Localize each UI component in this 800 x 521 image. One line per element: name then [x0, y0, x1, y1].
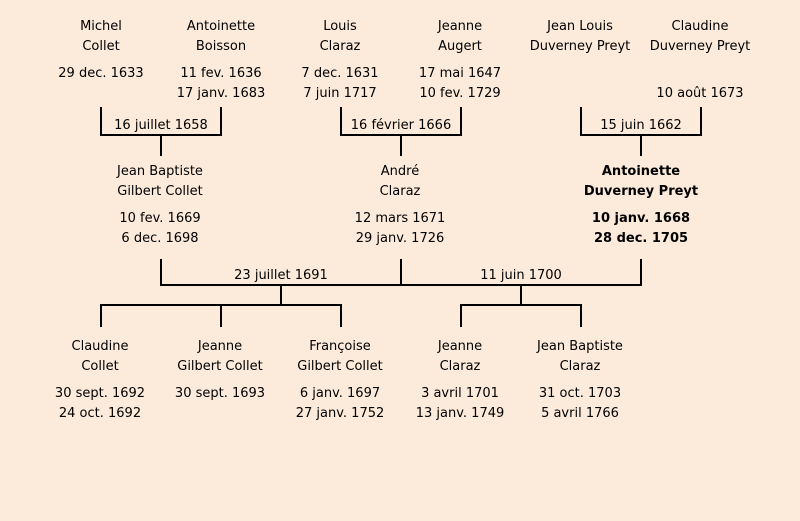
person-name-line1: Claudine: [71, 339, 129, 354]
marriage-date: 15 juin 1662: [600, 118, 682, 133]
person-birth-date: 10 fev. 1669: [119, 211, 201, 226]
marriage-date: 16 juillet 1658: [114, 118, 208, 133]
person-birth-date: 7 dec. 1631: [301, 66, 379, 81]
person-birth-date: 31 oct. 1703: [538, 386, 622, 401]
person-name-line1: Françoise: [309, 339, 371, 354]
person-name-line1: Antoinette: [186, 19, 256, 34]
person-antoinette-duverney-preyt: [566, 162, 716, 249]
person-name-line2: Boisson: [195, 39, 247, 54]
person-name-line2: Claraz: [559, 359, 601, 374]
person-birth-date: 29 dec. 1633: [58, 66, 144, 81]
person-name-line2: Collet: [82, 39, 120, 54]
person-birth-date: 10 janv. 1668: [591, 211, 691, 226]
person-name-line2: Gilbert Collet: [117, 184, 203, 199]
person-name-line2: Gilbert Collet: [297, 359, 383, 374]
person-death-date: 5 avril 1766: [541, 406, 619, 421]
person-name-line1: Louis: [323, 19, 357, 34]
person-name-line1: Jean Louis: [547, 19, 613, 34]
person-name-line2: Claraz: [439, 359, 481, 374]
person-name-line1: Jeanne: [437, 19, 483, 34]
person-name-line1: Jeanne: [197, 339, 243, 354]
person-birth-date: 3 avril 1701: [421, 386, 499, 401]
person-death-date: 27 janv. 1752: [295, 406, 385, 421]
person-name-line1: André: [380, 164, 420, 179]
person-birth-date: 11 fev. 1636: [180, 66, 262, 81]
person-name-line1: Claudine: [671, 19, 729, 34]
person-name-line1: Michel: [80, 19, 122, 34]
person-name-line1: Jean Baptiste: [117, 164, 203, 179]
person-birth-date: 6 janv. 1697: [299, 386, 381, 401]
person-death-date: 29 janv. 1726: [355, 231, 445, 246]
person-name-line2: Claraz: [379, 184, 421, 199]
person-death-date: 10 août 1673: [656, 86, 744, 101]
person-name-line2: Duverney Preyt: [649, 39, 751, 54]
person-death-date: 13 janv. 1749: [415, 406, 505, 421]
person-name-line1: Jeanne: [437, 339, 483, 354]
person-death-date: 28 dec. 1705: [593, 231, 689, 246]
person-name-line2: Duverney Preyt: [529, 39, 631, 54]
person-name-line1: Jean Baptiste: [537, 339, 623, 354]
marriage-date: 11 juin 1700: [480, 268, 562, 283]
person-birth-date: 17 mai 1647: [418, 66, 502, 81]
person-name-line2: Augert: [438, 39, 482, 54]
person-birth-date: 12 mars 1671: [354, 211, 446, 226]
person-death-date: 7 juin 1717: [303, 86, 377, 101]
person-jean-baptiste-gilbert-collet: [85, 162, 235, 249]
person-birth-date: 30 sept. 1692: [54, 386, 146, 401]
person-name-line2: Claraz: [319, 39, 361, 54]
marriage-date: 16 février 1666: [350, 118, 452, 133]
person-andre-claraz: [325, 162, 475, 249]
person-claudine-duverney-preyt: [625, 17, 775, 104]
person-name-line2: Duverney Preyt: [583, 184, 699, 199]
person-name-line2: Gilbert Collet: [177, 359, 263, 374]
person-name-line2: Collet: [81, 359, 119, 374]
person-name-line1: Antoinette: [601, 164, 681, 179]
marriage-date: 23 juillet 1691: [234, 268, 328, 283]
person-birth-date: [625, 64, 775, 84]
person-death-date: 6 dec. 1698: [121, 231, 199, 246]
person-death-date: 24 oct. 1692: [58, 406, 142, 421]
person-birth-date: 30 sept. 1693: [174, 386, 266, 401]
person-jean-baptiste-claraz: [505, 337, 655, 424]
person-death-date: 10 fev. 1729: [419, 86, 501, 101]
person-death-date: 17 janv. 1683: [176, 86, 266, 101]
